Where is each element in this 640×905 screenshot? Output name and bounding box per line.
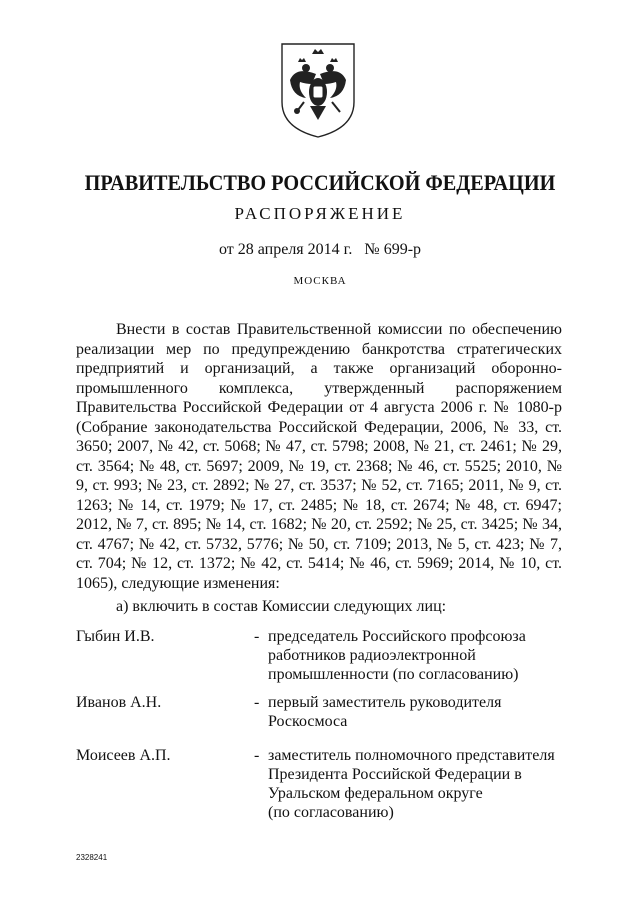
- member-role-line: Уральском федеральном округе: [268, 785, 483, 802]
- main-paragraph: Внести в состав Правительственной комиссии по обеспечению реализации мер по предупреждению банкротства стратегических предприятий и организаций, а также организаций оборонно-промышленного комплекса, утвержденный распоряжением Правительства Российской Федерации от 4 августа 2006 г. № 1080-р (Собрание законодательства Российской Федерации, 2006, № 33, ст. 3650; 2007, № 42, ст. 5068; № 47, ст. 5798; 2008, № 21, ст. 2461; № 29, ст. 3564; № 48, ст. 5697; 2009, № 19, ст. 2368; № 46, ст. 5525; 2010, № 9, ст. 993; № 23, ст. 2892; № 27, ст. 3537; № 52, ст. 7165; 2011, № 9, ст. 1263; № 14, ст. 1979; № 17, ст. 2485; № 18, ст. 2674; № 48, ст. 6947; 2012, № 7, ст. 895; № 14, ст. 1682; № 20, ст. 2592; № 25, ст. 3425; № 34, ст. 4767; № 42, ст. 5732, 5776; № 50, ст. 7109; 2013, № 5, ст. 423; № 7, ст. 704; № 12, ст. 1372; № 42, ст. 5414; № 46, ст. 5969; 2014, № 10, ст. 1065), следующие изменения:: [76, 321, 562, 592]
- member-name: Иванов А.Н.: [76, 694, 162, 711]
- member-role-line: Президента Российской Федерации в: [268, 766, 522, 783]
- member-role: [268, 627, 568, 684]
- document-date-line: [0, 241, 640, 259]
- document-type: РАСПОРЯЖЕНИЕ: [234, 204, 406, 223]
- organization-title: ПРАВИТЕЛЬСТВО РОССИЙСКОЙ ФЕДЕРАЦИИ: [84, 170, 556, 195]
- member-dash: -: [254, 694, 260, 711]
- member-role: [268, 693, 568, 731]
- document-code: 2328241: [76, 853, 108, 862]
- member-role-line: первый заместитель руководителя: [268, 694, 502, 711]
- member-role-line: работников радиоэлектронной: [268, 647, 476, 664]
- document-number: № 699-р: [364, 241, 422, 258]
- member-name: Гыбин И.В.: [76, 628, 155, 645]
- member-role-line: Роскосмоса: [268, 713, 348, 730]
- member-name: Моисеев А.П.: [76, 747, 171, 764]
- member-dash: -: [254, 747, 260, 764]
- member-role-line: промышленности (по согласованию): [268, 666, 519, 683]
- coat-of-arms-icon: [276, 40, 360, 140]
- member-role-line: (по согласованию): [268, 804, 394, 821]
- member-role-line: заместитель полномочного представителя: [268, 747, 555, 764]
- sub-item-a: а) включить в состав Комиссии следующих лиц:: [116, 598, 447, 615]
- document-date: от 28 апреля 2014 г.: [218, 241, 353, 258]
- member-role: [268, 746, 568, 822]
- member-dash: -: [254, 628, 260, 645]
- city: МОСКВА: [293, 275, 347, 287]
- member-role-line: председатель Российского профсоюза: [268, 628, 526, 645]
